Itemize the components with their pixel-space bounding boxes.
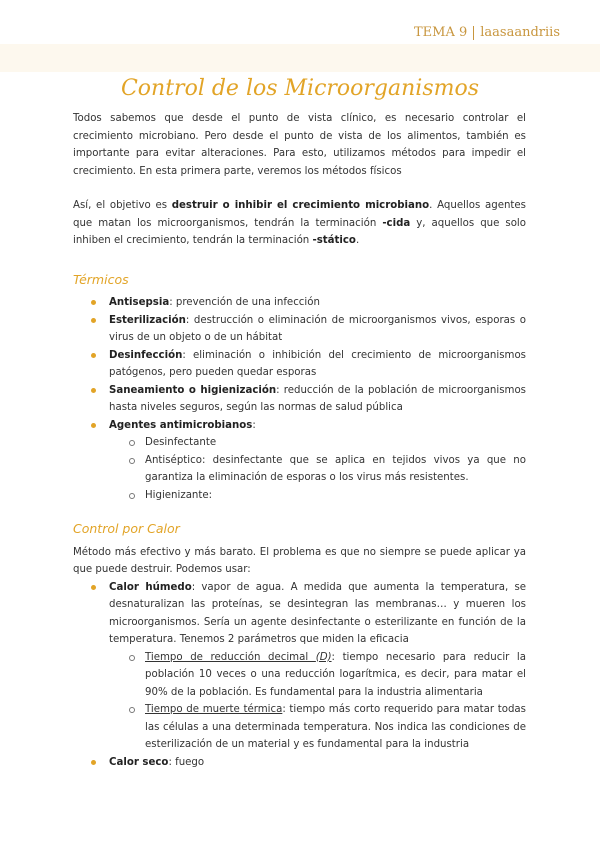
sub-list-item: Higienizante: (73, 487, 526, 505)
sub-list-item: Tiempo de muerte térmica: tiempo más corto requerido para matar todas las células a una determinada temperatura. Nos indica las condiciones de esterilización de un material y es fundamental para la industria (73, 701, 526, 754)
intro-paragraph-2: Así, el objetivo es destruir o inhibir el crecimiento microbiano. Aquellos agentes que matan los microorganismos, tendrán la terminación -cida y, aquellos que solo inhiben el crecimiento, tendrán la terminación -stático. (73, 200, 526, 246)
list-item: Esterilización: destrucción o eliminación de microorganismos vivos, esporas o virus de un objeto o de un hábitat (73, 312, 526, 347)
page-title: Control de los Microorganismos (120, 76, 480, 101)
list-item: Calor seco: fuego (73, 754, 526, 772)
document-body (73, 110, 526, 771)
page-header (414, 25, 560, 40)
calor-intro: Método más efectivo y más barato. El problema es que no siempre se puede aplicar ya que puede destruir. Podemos usar: (73, 546, 526, 575)
sub-list-item: Tiempo de reducción decimal (D): tiempo necesario para reducir la población 10 veces o una reducción logarítmica, es decir, para matar el 90% de la población. Es fundamental para la industria alimentaria (73, 649, 526, 702)
list-item: Desinfección: eliminación o inhibición del crecimiento de microorganismos patógenos, pero pueden quedar esporas (73, 347, 526, 382)
header-band (0, 44, 600, 72)
termicos-list (73, 294, 526, 504)
sub-list-item: Desinfectante (73, 434, 526, 452)
list-item: Agentes antimicrobianos: (73, 417, 526, 435)
list-item: Antisepsia: prevención de una infección (73, 294, 526, 312)
header-divider (473, 26, 474, 40)
section-heading-calor: Control por Calor (73, 521, 180, 536)
list-item: Calor húmedo: vapor de agua. A medida que aumenta la temperatura, se desnaturalizan las proteínas, se desintegran las membranas… y mueren los microorganismos. Sería un agente desinfectante o esterilizante en función de la temperatura. Tenemos 2 parámetros que miden la eficacia (73, 579, 526, 649)
sub-list-item: Antiséptico: desinfectante que se aplica en tejidos vivos ya que no garantiza la eliminación de esporas o los virus más resistentes. (73, 452, 526, 487)
calor-list (73, 579, 526, 772)
topic-label: TEMA 9 (414, 25, 468, 40)
section-heading-termicos: Térmicos (73, 271, 129, 287)
intro-paragraph-1: Todos sabemos que desde el punto de vista clínico, es necesario controlar el crecimiento microbiano. Pero desde el punto de vista de los alimentos, también es importante para evitar alteraciones. Para esto, utilizamos métodos para impedir el crecimiento. En esta primera parte, veremos los métodos físicos (73, 113, 526, 177)
author-label: laasaandriis (480, 25, 560, 40)
list-item: Saneamiento o higienización: reducción de la población de microorganismos hasta niveles seguros, según las normas de salud pública (73, 382, 526, 417)
